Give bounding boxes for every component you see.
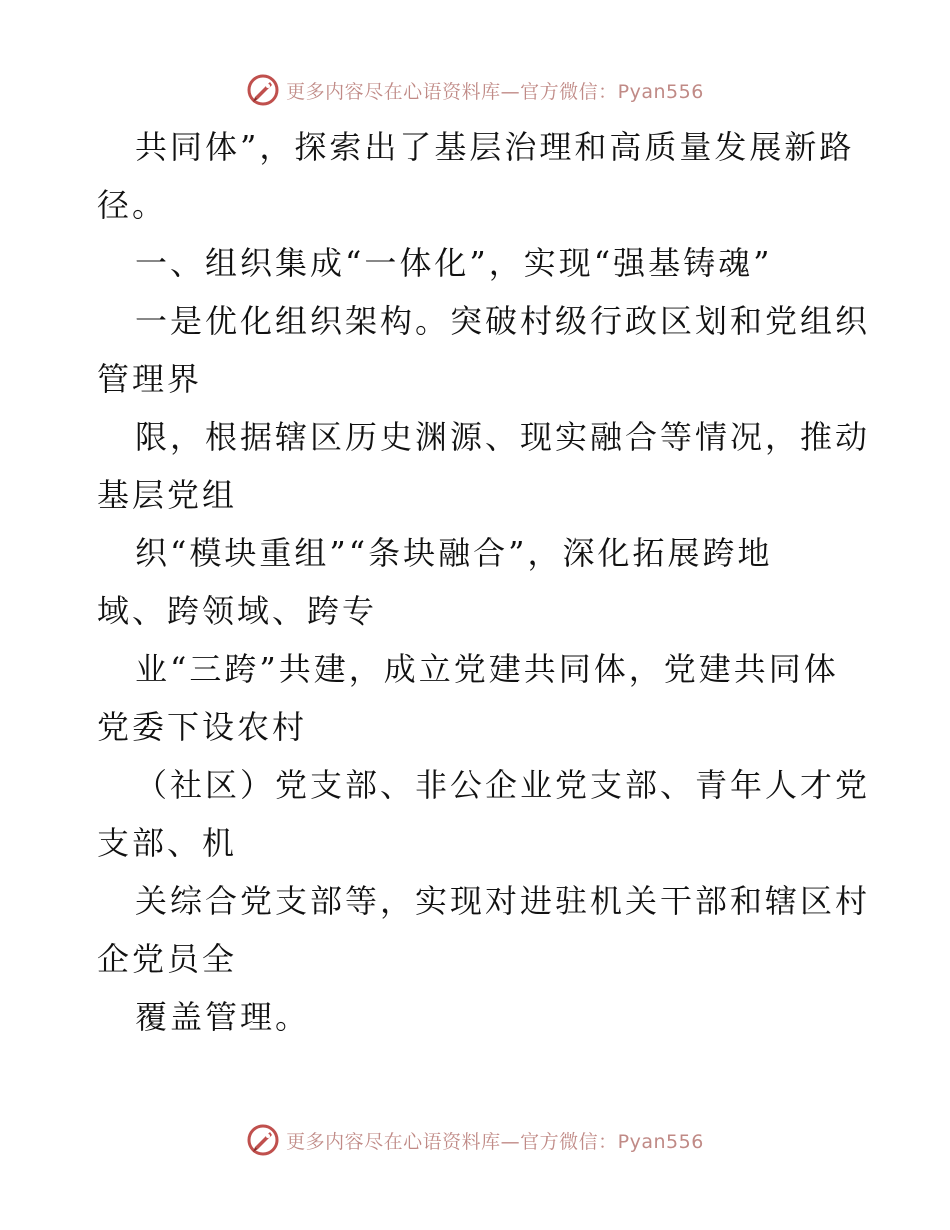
text-line: 域、跨领域、跨专: [97, 592, 378, 630]
section-heading: 一、组织集成“一体化”，实现“强基铸魂”: [135, 244, 773, 282]
quill-pen-logo-icon: [246, 73, 280, 107]
text-line: 关综合党支部等，实现对进驻机关干部和辖区村: [135, 882, 871, 920]
text-line: 径。: [97, 186, 168, 224]
document-body: [97, 118, 871, 1046]
text-line: 织“模块重组”“条块融合”，深化拓展跨地: [135, 534, 773, 572]
text-line: 企党员全: [97, 940, 238, 978]
quill-pen-logo-icon: [246, 1123, 280, 1157]
text-line: 限，根据辖区历史渊源、现实融合等情况，推动: [135, 418, 871, 456]
text-line: 管理界: [97, 360, 203, 398]
header-watermark-text: 更多内容尽在心语资料库—官方微信：Pyan556: [286, 80, 704, 103]
text-line: 基层党组: [97, 476, 238, 514]
text-line: 一是优化组织架构。突破村级行政区划和党组织: [135, 302, 871, 340]
text-line: 支部、机: [97, 824, 238, 862]
header-watermark-banner: [0, 70, 950, 110]
text-line: 共同体”，探索出了基层治理和高质量发展新路: [135, 128, 855, 166]
text-line: 覆盖管理。: [135, 998, 311, 1036]
footer-watermark-banner: [0, 1120, 950, 1160]
footer-watermark-text: 更多内容尽在心语资料库—官方微信：Pyan556: [286, 1130, 704, 1153]
text-line: 党委下设农村: [97, 708, 308, 746]
text-line: （社区）党支部、非公企业党支部、青年人才党: [135, 766, 871, 804]
text-line: 业“三跨”共建，成立党建共同体，党建共同体: [135, 650, 839, 688]
